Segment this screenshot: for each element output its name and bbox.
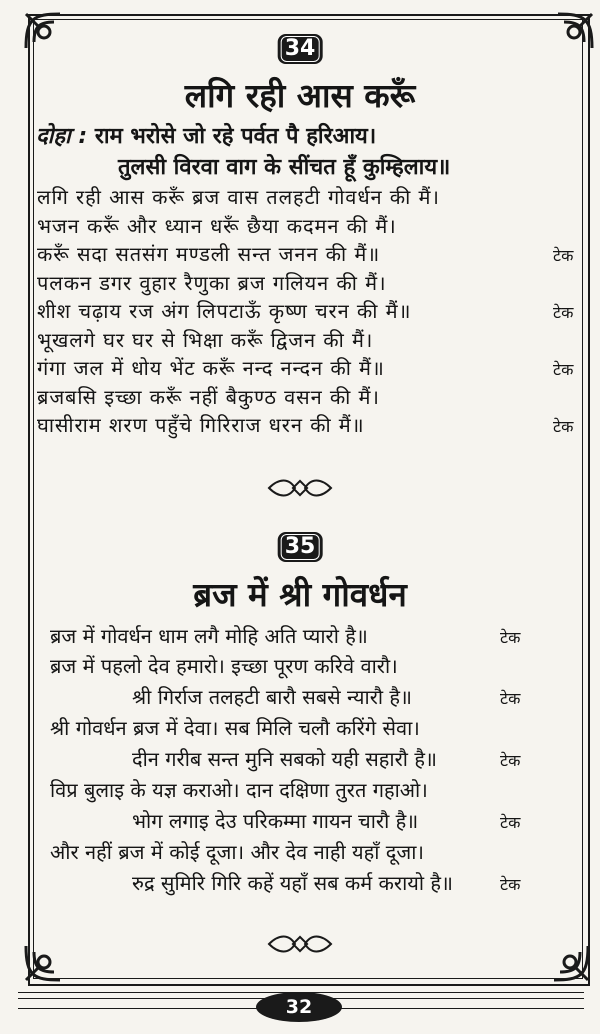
page-number: 32 bbox=[256, 992, 342, 1022]
doha-line-2: तुलसी विरवा वाग के सींचत हूँ कुम्हिलाय॥ bbox=[118, 155, 451, 180]
verse-line: घासीराम शरण पहुँचे गिरिराज धरन की मैं॥ bbox=[37, 413, 365, 437]
verse-line: भजन करूँ और ध्यान धरूँ छैया कदमन की मैं। bbox=[37, 213, 397, 238]
verse-line: लगि रही आस करूँ ब्रज वास तलहटी गोवर्धन की मैं। bbox=[37, 185, 440, 209]
doha-label: दोहा : bbox=[36, 124, 88, 149]
verse-line: पलकन डगर वुहार रैणुका ब्रज गलियन की मैं। bbox=[37, 270, 387, 295]
song-number-badge bbox=[278, 34, 323, 64]
floral-corner-icon bbox=[20, 940, 66, 986]
verse-line: भूखलगे घर घर से भिक्षा करूँ द्विजन की मैं। bbox=[37, 327, 374, 352]
verse-line: रुद्र सुमिरि गिरि कहें यहाँ सब कर्म करायो है॥ bbox=[132, 871, 453, 895]
song-number-badge bbox=[278, 532, 323, 562]
floral-corner-icon bbox=[20, 8, 66, 54]
song-title: लगि रही आस करूँ bbox=[184, 76, 416, 115]
tek-marker: टेक bbox=[500, 689, 521, 708]
song-title: ब्रज में श्री गोवर्धन bbox=[193, 575, 407, 614]
tek-marker: टेक bbox=[553, 360, 574, 379]
floral-divider-icon bbox=[265, 933, 335, 955]
tek-marker: टेक bbox=[500, 751, 521, 770]
doha-text: राम भरोसे जो रहे पर्वत पै हरिआय। bbox=[94, 124, 377, 149]
verse-line: ब्रज में पहलो देव हमारो। इच्छा पूरण करिवे वारौ। bbox=[50, 654, 398, 678]
doha-line-1 bbox=[36, 120, 576, 150]
verse-line: दीन गरीब सन्त मुनि सबको यही सहारौ है॥ bbox=[132, 747, 437, 771]
floral-divider-icon bbox=[265, 477, 335, 499]
verse-line: शीश चढ़ाय रज अंग लिपटाऊँ कृष्ण चरन की मैं॥ bbox=[37, 299, 412, 323]
tek-marker: टेक bbox=[553, 303, 574, 322]
song-number: 34 bbox=[281, 36, 320, 62]
verse-line: श्री गोवर्धन ब्रज में देवा। सब मिलि चलौ करिंगे सेवा। bbox=[50, 716, 420, 740]
floral-corner-icon bbox=[548, 940, 594, 986]
tek-marker: टेक bbox=[553, 417, 574, 436]
tek-marker: टेक bbox=[500, 813, 521, 832]
tek-marker: टेक bbox=[500, 628, 521, 647]
tek-marker: टेक bbox=[553, 246, 574, 265]
verse-line: ब्रज में गोवर्धन धाम लगै मोहि अति प्यारो है॥ bbox=[50, 624, 368, 648]
tek-marker: टेक bbox=[500, 875, 521, 894]
verse-line: ब्रजबसि इच्छा करूँ नहीं बैकुण्ठ वसन की मैं। bbox=[37, 384, 380, 409]
floral-corner-icon bbox=[552, 8, 598, 54]
verse-line: और नहीं ब्रज में कोई दूजा। और देव नाही यहाँ दूजा। bbox=[50, 840, 424, 864]
verse-line: श्री गिर्राज तलहटी बारौ सबसे न्यारौ है॥ bbox=[132, 685, 413, 709]
song-number: 35 bbox=[281, 534, 320, 560]
verse-line: विप्र बुलाइ के यज्ञ कराओ। दान दक्षिणा तुरत गहाओ। bbox=[50, 778, 428, 802]
verse-line: भोग लगाइ देउ परिकम्मा गायन चारौ है॥ bbox=[132, 809, 419, 833]
verse-line: करूँ सदा सतसंग मण्डली सन्त जनन की मैं॥ bbox=[37, 242, 381, 266]
verse-line: गंगा जल में धोय भेंट करूँ नन्द नन्दन की मैं॥ bbox=[37, 356, 385, 380]
